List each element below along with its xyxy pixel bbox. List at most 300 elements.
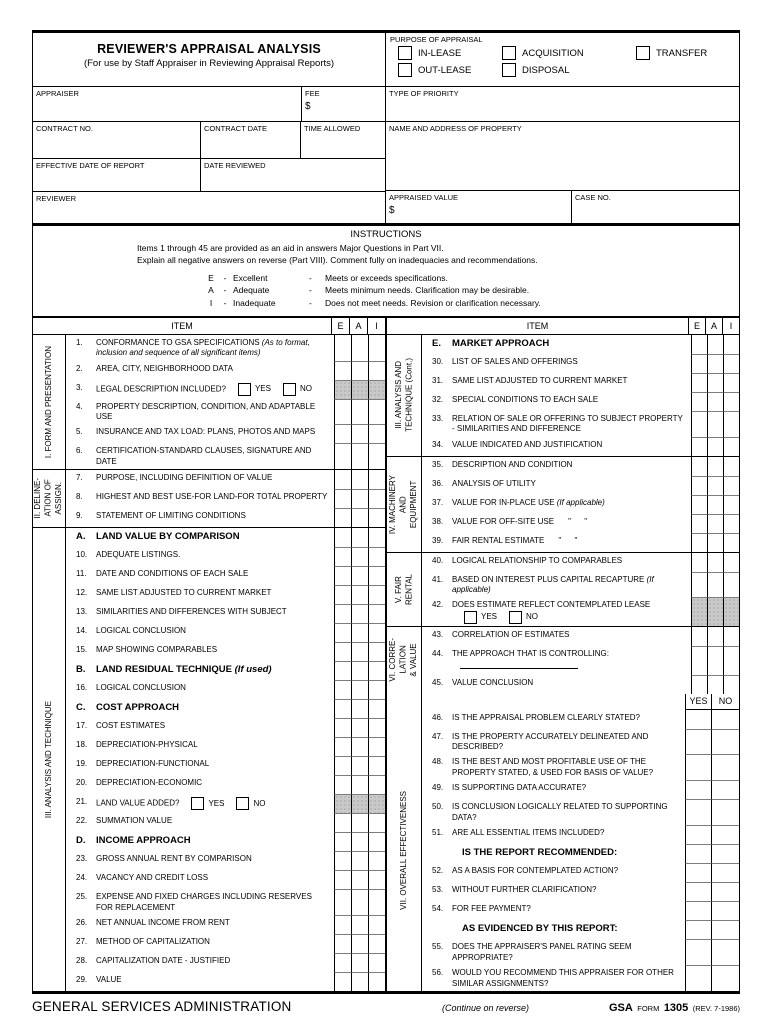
rating-cell-a[interactable] <box>351 585 368 604</box>
rating-cell-a[interactable] <box>351 470 368 489</box>
instructions-heading: INSTRUCTIONS <box>350 229 422 240</box>
table-row <box>66 566 385 585</box>
rating-cell-a[interactable] <box>707 553 723 572</box>
rating-cell-a[interactable] <box>707 533 723 552</box>
rating-cell-e[interactable] <box>334 718 351 737</box>
in-lease-checkbox[interactable] <box>398 46 412 60</box>
rating-cell-e[interactable] <box>334 566 351 585</box>
rating-cell-e[interactable] <box>691 437 707 456</box>
rating-cell-no[interactable] <box>711 825 739 844</box>
effective-date-field[interactable] <box>33 159 200 191</box>
rating-cell-no[interactable] <box>711 754 739 780</box>
item-text <box>452 920 685 939</box>
no-checkbox[interactable] <box>509 611 522 624</box>
rating-cell-e[interactable] <box>334 380 351 399</box>
appraised-value-dollar-sign: $ <box>389 205 395 216</box>
rating-cell-i[interactable] <box>368 915 385 934</box>
transfer-label: TRANSFER <box>656 47 708 59</box>
item-label: VALUE CONCLUSION <box>452 677 534 687</box>
rating-cell-i[interactable] <box>368 508 385 527</box>
rating-cell-e[interactable] <box>334 813 351 832</box>
acquisition-checkbox[interactable] <box>502 46 516 60</box>
rating-cell-e[interactable] <box>691 514 707 533</box>
legend-code: E <box>208 272 214 283</box>
rating-cell-a[interactable] <box>707 354 723 373</box>
rating-cell-a[interactable] <box>707 476 723 495</box>
rating-cell-a[interactable] <box>707 572 723 598</box>
rating-cell-yes[interactable] <box>685 901 711 920</box>
yes-checkbox[interactable] <box>238 383 251 396</box>
yes-checkbox[interactable] <box>191 797 204 810</box>
form-section <box>33 335 385 470</box>
rating-cell-i[interactable] <box>723 354 739 373</box>
rating-cell-i[interactable] <box>723 572 739 598</box>
checkbox-label: YES <box>208 798 225 808</box>
rating-cell-i[interactable] <box>368 794 385 813</box>
rating-cell-i[interactable] <box>723 373 739 392</box>
item-number: A. <box>76 531 86 543</box>
item-text <box>452 457 691 476</box>
item-number: 51. <box>432 828 444 838</box>
item-number: 5. <box>76 427 83 437</box>
no-checkbox[interactable] <box>236 797 249 810</box>
rating-cell-yes[interactable] <box>685 863 711 882</box>
rating-cell-i[interactable] <box>368 335 385 361</box>
item-label: LEGAL DESCRIPTION INCLUDED? <box>96 384 226 394</box>
rating-cell-i[interactable] <box>368 934 385 953</box>
rating-cell-a[interactable] <box>351 380 368 399</box>
rating-cell-e[interactable] <box>691 335 707 354</box>
rating-cell-no[interactable] <box>711 920 739 939</box>
rating-cell-a[interactable] <box>351 528 368 547</box>
item-text <box>452 799 685 825</box>
left-table-body <box>33 335 385 991</box>
date-reviewed-label: DATE REVIEWED <box>204 161 266 170</box>
form-section <box>33 470 385 528</box>
item-text <box>452 597 691 625</box>
rating-cell-i[interactable] <box>368 972 385 991</box>
table-subheader-row <box>422 335 739 354</box>
purpose-option-acquisition <box>502 46 636 60</box>
item-label: MARKET APPROACH <box>452 337 550 349</box>
rating-cell-e[interactable] <box>334 832 351 851</box>
rating-cell-a[interactable] <box>351 443 368 469</box>
table-row <box>422 901 739 920</box>
rating-cell-a[interactable] <box>707 597 723 625</box>
rating-cell-i[interactable] <box>368 953 385 972</box>
rating-cell-i[interactable] <box>368 489 385 508</box>
rating-cell-yes[interactable] <box>685 754 711 780</box>
rating-cell-a[interactable] <box>351 915 368 934</box>
table-row <box>422 533 739 552</box>
item-text <box>96 699 334 718</box>
rating-cell-e[interactable] <box>334 489 351 508</box>
rating-cell-i[interactable] <box>368 870 385 889</box>
item-text <box>96 361 334 380</box>
rating-cell-e[interactable] <box>334 775 351 794</box>
rating-cell-yes[interactable] <box>685 799 711 825</box>
rating-cell-e[interactable] <box>334 361 351 380</box>
rating-cell-i[interactable] <box>368 813 385 832</box>
item-label-italic: (If applicable) <box>452 574 654 595</box>
item-label: METHOD OF CAPITALIZATION <box>96 937 210 946</box>
rating-cell-e[interactable] <box>691 553 707 572</box>
rating-cell-e[interactable] <box>691 675 707 694</box>
rating-cell-no[interactable] <box>711 863 739 882</box>
rating-cell-a[interactable] <box>351 813 368 832</box>
table-row <box>66 380 385 399</box>
rating-cell-i[interactable] <box>723 335 739 354</box>
form-section <box>387 457 739 553</box>
rating-cell-no[interactable] <box>711 729 739 755</box>
checkbox-label: NO <box>299 383 312 393</box>
item-label-italic: (If applicable) <box>554 497 605 507</box>
rating-cell-a[interactable] <box>707 495 723 514</box>
rating-cell-i[interactable] <box>368 737 385 756</box>
rating-cell-e[interactable] <box>334 870 351 889</box>
item-number: 46. <box>432 712 444 722</box>
rating-cell-i[interactable] <box>368 661 385 680</box>
rating-cell-a[interactable] <box>707 675 723 694</box>
rating-cell-e[interactable] <box>691 457 707 476</box>
rating-cell-a[interactable] <box>351 737 368 756</box>
table-row <box>422 553 739 572</box>
rating-cell-yes[interactable] <box>685 965 711 991</box>
rating-cell-i[interactable] <box>368 585 385 604</box>
rating-cell-i[interactable] <box>368 718 385 737</box>
case-no-label: CASE NO. <box>575 193 611 202</box>
rating-cell-a[interactable] <box>351 718 368 737</box>
rating-cell-a[interactable] <box>707 437 723 456</box>
rating-cell-e[interactable] <box>334 680 351 699</box>
purpose-options <box>398 46 735 77</box>
item-text <box>452 553 691 572</box>
rating-cell-i[interactable] <box>368 443 385 469</box>
rating-cell-e[interactable] <box>334 585 351 604</box>
rating-cell-i[interactable] <box>368 470 385 489</box>
right-table-header <box>387 318 739 335</box>
item-number: 35. <box>432 459 444 469</box>
rating-cell-a[interactable] <box>351 934 368 953</box>
rating-cell-e[interactable] <box>334 528 351 547</box>
rating-cell-a[interactable] <box>351 680 368 699</box>
item-text <box>452 939 685 965</box>
rating-cell-i[interactable] <box>368 380 385 399</box>
yes-checkbox[interactable] <box>464 611 477 624</box>
rating-cell-e[interactable] <box>334 661 351 680</box>
rating-cell-yes[interactable] <box>685 844 711 863</box>
item-text <box>452 572 691 598</box>
rating-cell-e[interactable] <box>691 354 707 373</box>
section-label-cell <box>33 335 66 469</box>
transfer-checkbox[interactable] <box>636 46 650 60</box>
ditto-marks: " " <box>558 535 578 545</box>
reviewer-field[interactable] <box>33 192 385 223</box>
rating-cell-i[interactable] <box>368 528 385 547</box>
date-reviewed-field[interactable] <box>200 159 385 191</box>
rating-cell-e[interactable] <box>334 737 351 756</box>
rating-cell-yes[interactable] <box>685 939 711 965</box>
rating-cell-a[interactable] <box>351 851 368 870</box>
rating-cell-a[interactable] <box>351 547 368 566</box>
rating-cell-i[interactable] <box>723 495 739 514</box>
rating-cell-no[interactable] <box>711 780 739 799</box>
legend-code: A <box>208 285 214 296</box>
table-row <box>66 585 385 604</box>
rating-cell-a[interactable] <box>351 604 368 623</box>
item-text <box>452 335 691 354</box>
no-checkbox[interactable] <box>283 383 296 396</box>
rating-cell-a[interactable] <box>351 699 368 718</box>
rating-cell-a[interactable] <box>707 392 723 411</box>
out-lease-checkbox[interactable] <box>398 63 412 77</box>
rating-cell-i[interactable] <box>368 424 385 443</box>
item-text <box>96 585 334 604</box>
table-row <box>66 547 385 566</box>
section-rows <box>66 335 385 469</box>
rating-cell-a[interactable] <box>351 566 368 585</box>
rating-cell-e[interactable] <box>334 953 351 972</box>
table-row <box>422 437 739 456</box>
rating-cell-no[interactable] <box>711 882 739 901</box>
rating-cell-i[interactable] <box>368 623 385 642</box>
rating-cell-yes[interactable] <box>685 825 711 844</box>
rating-cell-a[interactable] <box>351 756 368 775</box>
rating-cell-e[interactable] <box>691 572 707 598</box>
rating-cell-e[interactable] <box>334 889 351 915</box>
rating-cell-a[interactable] <box>351 399 368 425</box>
table-row <box>422 597 739 625</box>
rating-cell-i[interactable] <box>723 457 739 476</box>
rating-cell-no[interactable] <box>711 939 739 965</box>
rating-cell-i[interactable] <box>368 604 385 623</box>
fill-in-blank[interactable] <box>460 659 578 669</box>
rating-cell-e[interactable] <box>691 646 707 675</box>
item-text <box>452 476 691 495</box>
item-number: 33. <box>432 413 444 423</box>
fee-label: FEE <box>305 89 320 98</box>
rating-cell-a[interactable] <box>707 411 723 437</box>
item-number <box>422 920 452 939</box>
rating-cell-i[interactable] <box>368 642 385 661</box>
rating-cell-e[interactable] <box>334 934 351 953</box>
rating-cell-a[interactable] <box>707 514 723 533</box>
rating-cell-e[interactable] <box>334 470 351 489</box>
rating-cell-e[interactable] <box>691 597 707 625</box>
rating-cell-e[interactable] <box>691 533 707 552</box>
section-rows <box>422 710 739 991</box>
item-label: THE APPROACH THAT IS CONTROLLING: <box>452 648 609 658</box>
section-label: VII. OVERALL EFFECTIVENESS <box>398 790 408 910</box>
table-row <box>422 780 739 799</box>
rating-cell-yes[interactable] <box>685 882 711 901</box>
rating-cell-a[interactable] <box>351 335 368 361</box>
item-number: 34. <box>432 439 444 449</box>
item-label: PROPERTY DESCRIPTION, CONDITION, AND ADAPTABLE USE <box>96 401 316 422</box>
table-row <box>422 457 739 476</box>
rating-cell-e[interactable] <box>334 443 351 469</box>
rating-cell-a[interactable] <box>351 661 368 680</box>
acquisition-label: ACQUISITION <box>522 47 584 59</box>
fee-field[interactable] <box>301 87 385 121</box>
rating-cell-a[interactable] <box>351 870 368 889</box>
rating-cell-a[interactable] <box>707 373 723 392</box>
legend-dash: - <box>309 298 312 309</box>
rating-cell-e[interactable] <box>691 373 707 392</box>
rating-cell-a[interactable] <box>351 889 368 915</box>
rating-cell-a[interactable] <box>351 972 368 991</box>
item-label: WOULD YOU RECOMMEND THIS APPRAISER FOR OTHER SIMILAR ASSIGNMENTS? <box>452 968 674 988</box>
rating-cell-e[interactable] <box>691 411 707 437</box>
rating-cell-i[interactable] <box>368 399 385 425</box>
rating-cell-i[interactable] <box>723 533 739 552</box>
rating-cell-e[interactable] <box>334 547 351 566</box>
item-text <box>452 965 685 991</box>
rating-cell-i[interactable] <box>368 547 385 566</box>
rating-cell-a[interactable] <box>351 775 368 794</box>
case-no-field[interactable] <box>571 191 739 223</box>
item-label: STATEMENT OF LIMITING CONDITIONS <box>96 511 246 521</box>
rating-cell-i[interactable] <box>368 699 385 718</box>
rating-cell-i[interactable] <box>723 476 739 495</box>
rating-cell-a[interactable] <box>351 642 368 661</box>
item-label: VALUE <box>96 975 122 984</box>
rating-cell-no[interactable] <box>711 965 739 991</box>
rating-cell-a[interactable] <box>351 489 368 508</box>
contract-date-field[interactable] <box>200 122 300 158</box>
rating-cell-i[interactable] <box>368 775 385 794</box>
table-subheader-row <box>66 661 385 680</box>
rating-cell-i[interactable] <box>368 851 385 870</box>
disposal-checkbox[interactable] <box>502 63 516 77</box>
rating-cell-e[interactable] <box>334 642 351 661</box>
type-of-priority-field[interactable] <box>386 87 739 121</box>
rating-cell-e[interactable] <box>691 476 707 495</box>
rating-cell-e[interactable] <box>334 623 351 642</box>
item-text <box>96 775 334 794</box>
property-name-address-field[interactable] <box>386 122 739 190</box>
rating-cell-e[interactable] <box>334 399 351 425</box>
table-row <box>66 443 385 469</box>
item-number: 39. <box>432 535 444 545</box>
table-row <box>66 934 385 953</box>
item-text <box>452 754 685 780</box>
rating-cell-e[interactable] <box>334 508 351 527</box>
rating-cell-e[interactable] <box>334 335 351 361</box>
item-text <box>96 470 334 489</box>
rating-cell-a[interactable] <box>351 424 368 443</box>
rating-cell-i[interactable] <box>368 361 385 380</box>
time-allowed-field[interactable] <box>300 122 385 158</box>
rating-cell-a[interactable] <box>351 508 368 527</box>
item-label: AS EVIDENCED BY THIS REPORT: <box>462 923 618 935</box>
table-row <box>422 495 739 514</box>
rating-cell-e[interactable] <box>334 915 351 934</box>
item-text <box>96 680 334 699</box>
contract-no-field[interactable] <box>33 122 200 158</box>
rating-cell-e[interactable] <box>334 699 351 718</box>
appraiser-field[interactable] <box>33 87 301 121</box>
rating-cell-a[interactable] <box>351 832 368 851</box>
item-label: IS THE APPRAISAL PROBLEM CLEARLY STATED? <box>452 712 640 722</box>
rating-cell-i[interactable] <box>723 675 739 694</box>
rating-cell-i[interactable] <box>723 627 739 646</box>
rating-legend <box>205 272 739 310</box>
section-rows <box>422 335 739 456</box>
rating-cell-yes[interactable] <box>685 729 711 755</box>
rating-cell-e[interactable] <box>691 627 707 646</box>
rating-cell-a[interactable] <box>351 953 368 972</box>
purpose-of-appraisal-field <box>386 33 739 87</box>
rating-cell-i[interactable] <box>723 514 739 533</box>
rating-cell-a[interactable] <box>351 623 368 642</box>
rating-cell-a[interactable] <box>707 646 723 675</box>
rating-cell-yes[interactable] <box>685 710 711 729</box>
appraised-value-field[interactable] <box>386 191 571 223</box>
checkbox-label: YES <box>254 383 271 393</box>
section-label-cell <box>387 553 422 626</box>
rating-cell-yes[interactable] <box>685 920 711 939</box>
rating-cell-i[interactable] <box>368 566 385 585</box>
rating-cell-i[interactable] <box>723 646 739 675</box>
left-table-header <box>33 318 385 335</box>
item-label: AREA, CITY, NEIGHBORHOOD DATA <box>96 363 233 373</box>
rating-cell-e[interactable] <box>691 495 707 514</box>
rating-cell-i[interactable] <box>368 756 385 775</box>
section-label-cell <box>33 470 66 527</box>
rating-cell-e[interactable] <box>334 756 351 775</box>
rating-cell-e[interactable] <box>334 424 351 443</box>
rating-cell-e[interactable] <box>334 972 351 991</box>
item-number: 47. <box>432 731 444 741</box>
rating-cell-no[interactable] <box>711 901 739 920</box>
rating-cell-e[interactable] <box>334 851 351 870</box>
rating-cell-i[interactable] <box>368 889 385 915</box>
rating-cell-e[interactable] <box>334 794 351 813</box>
rating-cell-e[interactable] <box>691 392 707 411</box>
item-number: 37. <box>432 497 444 507</box>
rating-cell-i[interactable] <box>723 411 739 437</box>
item-text <box>452 901 685 920</box>
rating-cell-a[interactable] <box>707 627 723 646</box>
gsa-form-1305 <box>32 30 740 994</box>
section-label-cell <box>33 528 66 991</box>
rating-cell-a[interactable] <box>707 335 723 354</box>
item-label: INCOME APPROACH <box>96 835 191 847</box>
checklist-right-half <box>387 318 739 991</box>
item-number: 30. <box>432 356 444 366</box>
item-number: 2. <box>76 363 83 373</box>
legend-name: Excellent <box>233 272 268 283</box>
rating-cell-a[interactable] <box>707 457 723 476</box>
rating-cell-i[interactable] <box>723 437 739 456</box>
checklist-left-half <box>33 318 387 991</box>
rating-cell-yes[interactable] <box>685 780 711 799</box>
rating-cell-no[interactable] <box>711 710 739 729</box>
item-label: HIGHEST AND BEST USE-FOR LAND-FOR TOTAL PROPERTY <box>96 492 328 502</box>
rating-cell-a[interactable] <box>351 361 368 380</box>
rating-cell-e[interactable] <box>334 604 351 623</box>
rating-cell-i[interactable] <box>723 392 739 411</box>
rating-cell-i[interactable] <box>368 680 385 699</box>
rating-cell-i[interactable] <box>368 832 385 851</box>
rating-cell-no[interactable] <box>711 799 739 825</box>
section-label-cell <box>387 335 422 456</box>
rating-cell-i[interactable] <box>723 597 739 625</box>
rating-cell-i[interactable] <box>723 553 739 572</box>
rating-cell-a[interactable] <box>351 794 368 813</box>
rating-cell-no[interactable] <box>711 844 739 863</box>
